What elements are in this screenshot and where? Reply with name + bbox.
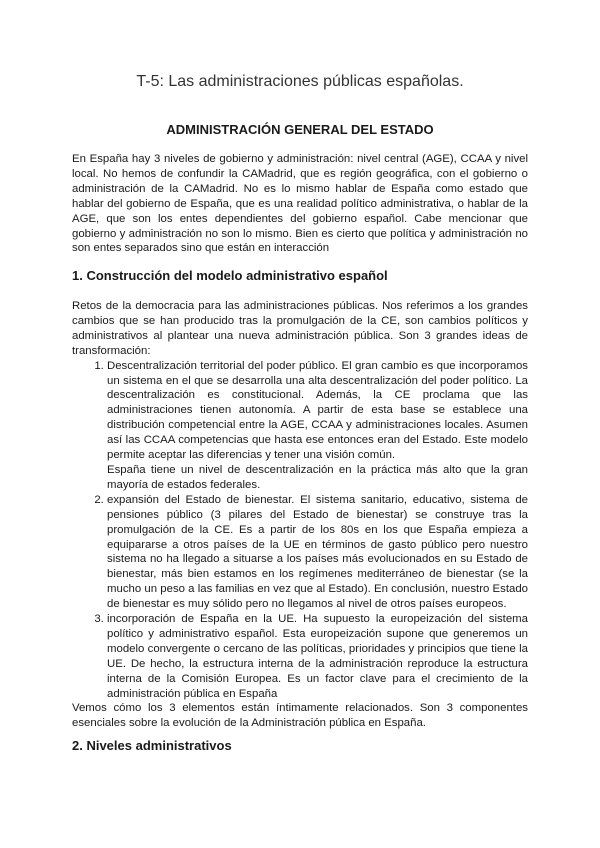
list-item: [107, 493, 528, 612]
heading-1: 1. Construcción del modelo administrativo español: [72, 268, 388, 283]
retos-paragraph: Retos de la democracia para las administraciones públicas. Nos referimos a los grandes cambios que se han producido tras la promulgación de la CE, son cambios políticos y administrativos al plantear una nueva administración pública. Son 3 grandes ideas de transformación:: [72, 300, 528, 357]
list-item-text: Descentralización territorial del poder público. El gran cambio es que incorporamos un sistema en el que se desarrolla una alta descentralización del poder político. La descentralización es constitucional. Además, la CE proclama que las administraciones tienen autonomía. A partir de esta base se establece una distribución competencial entre la AGE, CCAA y administraciones locales. Asumen así las CCAA competencias que hasta ese entonces eran del Estado. Este modelo permite aceptar las diferencias y tener una visión común.: [107, 359, 528, 462]
list-item-text: incorporación de España en la UE. Ha supuesto la europeización del sistema político y administrativo español. Esta europeización supone que generemos un modelo convergente o cercano de las políticas, prioridades y principios que tiene la UE. De hecho, la estructura interna de la administración reproduce la estructura interna de la Comisión Europea. Es un factor clave para el crecimiento de la administración pública en España: [107, 613, 528, 700]
conclusion-paragraph: Vemos cómo los 3 elementos están íntimamente relacionados. Son 3 componentes esenciales sobre la evolución de la Administración pública en España.: [72, 702, 528, 730]
section-heading: ADMINISTRACIÓN GENERAL DEL ESTADO: [166, 122, 434, 137]
section-1-body: [72, 299, 528, 731]
heading-2: 2. Niveles administrativos: [72, 738, 232, 753]
intro-paragraph: En España hay 3 niveles de gobierno y administración: nivel central (AGE), CCAA y nivel local. No hemos de confundir la CAMadrid, que es región geográfica, con el gobierno o administración de la CAMadrid. No es lo mismo hablar de España como estado que hablar del gobierno de España, que es una realidad político administrativa, o hablar de la AGE, que son los entes dependientes del gobierno español. Cabe mencionar que gobierno y administración no son lo mismo. Bien es cierto que política y administración no son entes separados sino que están en interacción: [72, 153, 528, 255]
document-title: T-5: Las administraciones públicas españolas.: [136, 73, 464, 90]
list-item: [107, 359, 528, 493]
list-item-extra: España tiene un nivel de descentralización en la práctica más alto que la gran mayoría de estados federales.: [107, 463, 528, 491]
list-item: [107, 612, 528, 701]
transformation-list: [72, 359, 528, 702]
list-item-text: expansión del Estado de bienestar. El sistema sanitario, educativo, sistema de pensiones público (3 pilares del Estado de bienestar) se construye tras la promulgación de la CE. Es a partir de los 80s en los que España empieza a equipararse a otros países de la UE en términos de gasto público pero nuestro sistema no ha llegado a situarse a los países más evolucionados en su Estado de bienestar, más bien estamos en los regímenes mediterráneo de bienestar (se la mucho un peso a las familias en vez que al Estado). En conclusión, nuestro Estado de bienestar es muy sólido pero no llegamos al nivel de otros países europeos.: [107, 493, 528, 611]
